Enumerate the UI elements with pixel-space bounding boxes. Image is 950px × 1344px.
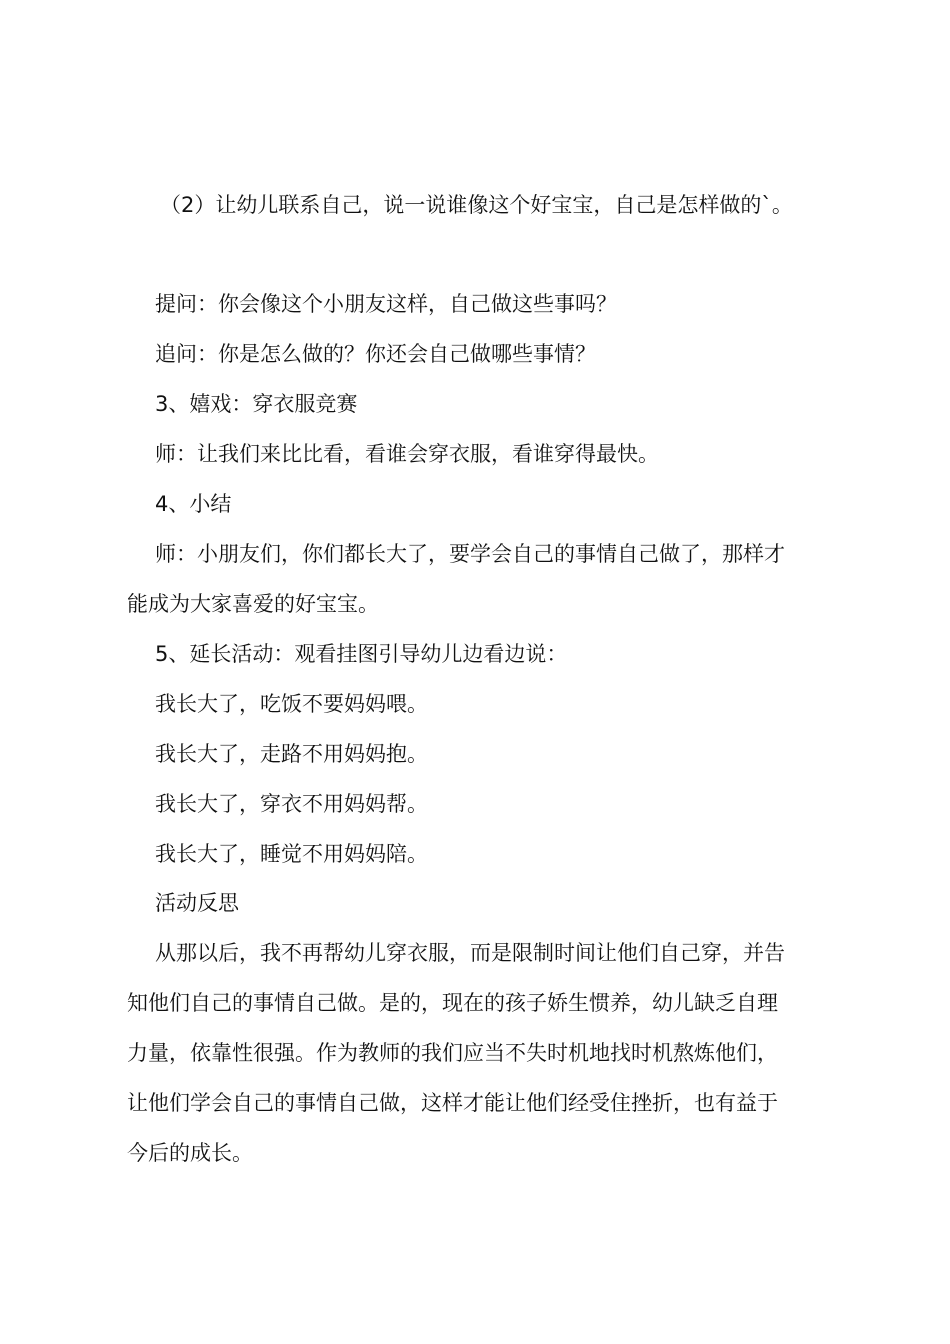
paragraph-line: 师：让我们来比比看，看谁会穿衣服，看谁穿得最快。 bbox=[155, 442, 659, 466]
paragraph-line: 知他们自己的事情自己做。是的，现在的孩子娇生惯养，幼儿缺乏自理 bbox=[127, 991, 778, 1015]
section-heading: 5、延长活动：观看挂图引导幼儿边看边说： bbox=[155, 642, 568, 666]
paragraph-line: 让他们学会自己的事情自己做，这样才能让他们经受住挫折，也有益于 bbox=[127, 1091, 778, 1115]
paragraph-line: 能成为大家喜爱的好宝宝。 bbox=[127, 592, 379, 616]
paragraph-line: 我长大了，睡觉不用妈妈陪。 bbox=[155, 842, 428, 866]
paragraph-line: 今后的成长。 bbox=[127, 1141, 253, 1165]
paragraph-line: 从那以后，我不再帮幼儿穿衣服，而是限制时间让他们自己穿，并告 bbox=[155, 941, 785, 965]
section-heading: 活动反思 bbox=[155, 891, 239, 915]
paragraph-line: （2）让幼儿联系自己，说一说谁像这个好宝宝，自己是怎样做的`。 bbox=[160, 193, 793, 217]
section-heading: 3、嬉戏：穿衣服竞赛 bbox=[155, 392, 358, 416]
paragraph-line: 我长大了，吃饭不要妈妈喂。 bbox=[155, 692, 428, 716]
paragraph-line: 我长大了，走路不用妈妈抱。 bbox=[155, 742, 428, 766]
paragraph-line: 提问：你会像这个小朋友这样，自己做这些事吗？ bbox=[155, 292, 617, 316]
paragraph-line: 师：小朋友们，你们都长大了，要学会自己的事情自己做了，那样才 bbox=[155, 542, 785, 566]
paragraph-line: 我长大了，穿衣不用妈妈帮。 bbox=[155, 792, 428, 816]
paragraph-line: 追问：你是怎么做的？你还会自己做哪些事情？ bbox=[155, 342, 596, 366]
paragraph-line: 力量，依靠性很强。作为教师的我们应当不失时机地找时机熬炼他们， bbox=[127, 1041, 778, 1065]
section-heading: 4、小结 bbox=[155, 492, 232, 516]
